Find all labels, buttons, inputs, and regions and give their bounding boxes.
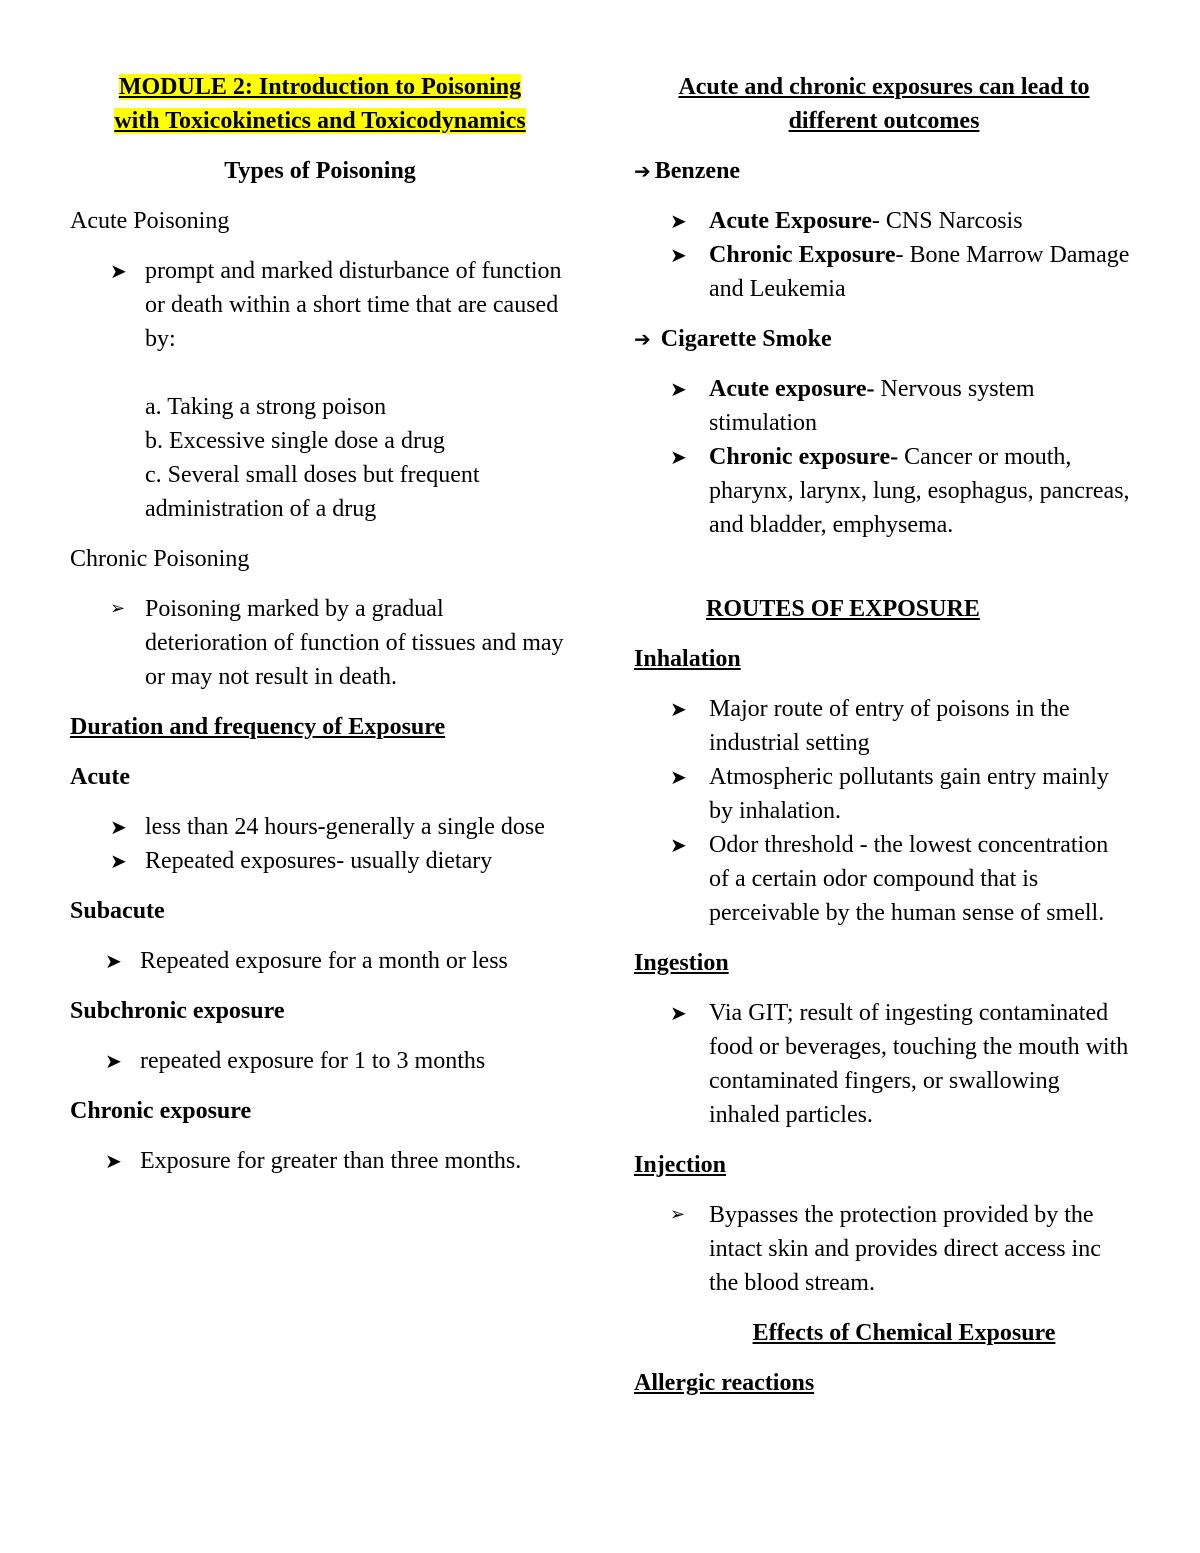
exposure-label: Acute Exposure	[709, 208, 872, 234]
module-title-line-2: with Toxicokinetics and Toxicodynamics	[114, 108, 526, 134]
inhalation-item: Atmospheric pollutants gain entry mainly by inhalation.	[709, 764, 1109, 824]
list-item	[634, 828, 1134, 930]
types-heading: Types of Poisoning	[224, 158, 416, 184]
list-item: b. Excessive single dose a drug	[145, 428, 445, 454]
cigarette-heading	[634, 322, 1134, 356]
inhalation-heading: Inhalation	[634, 646, 741, 672]
acute-list	[70, 810, 570, 878]
bullet-arrow-icon: ➤	[670, 243, 687, 267]
list-item	[634, 238, 1134, 306]
inhalation-list	[634, 692, 1134, 930]
outcomes-heading-line-2: different outcomes	[788, 108, 980, 134]
list-item	[70, 1144, 570, 1178]
bullet-arrow-icon: ➤	[105, 949, 122, 973]
exposure-label: Chronic exposure-	[709, 444, 899, 470]
allergic-heading: Allergic reactions	[634, 1370, 815, 1396]
injection-item: Bypasses the protection provided by the intact skin and provides direct access inc the blood stream.	[709, 1202, 1101, 1296]
subacute-list	[70, 944, 570, 978]
bullet-arrow-icon: ➤	[110, 815, 127, 839]
list-item	[70, 1044, 570, 1078]
duration-heading: Duration and frequency of Exposure	[70, 714, 446, 740]
acute-poisoning-list	[70, 254, 570, 526]
blank-line	[70, 356, 570, 390]
subchronic-label: Subchronic exposure	[70, 998, 285, 1024]
ingestion-heading: Ingestion	[634, 950, 729, 976]
list-item: a. Taking a strong poison	[145, 394, 387, 420]
bullet-arrow-icon: ➤	[670, 209, 687, 233]
inhalation-item: Odor threshold - the lowest concentration of a certain odor compound that is perceivable by the human sense of smell.	[709, 832, 1109, 926]
list-item	[634, 372, 1134, 440]
list-item	[634, 1198, 1134, 1300]
bullet-arrow-icon: ➢	[670, 1204, 686, 1225]
arrow-right-icon: ➔	[634, 327, 651, 351]
bullet-arrow-icon: ➤	[110, 259, 127, 283]
list-item	[70, 592, 570, 694]
bullet-arrow-icon: ➤	[105, 1149, 122, 1173]
subchronic-item: repeated exposure for 1 to 3 months	[140, 1048, 486, 1074]
list-item	[70, 944, 570, 978]
module-title-line-1: MODULE 2: Introduction to Poisoning	[118, 74, 522, 100]
exposure-text: - Bone Marrow Damage and Leukemia	[709, 242, 1130, 302]
acute-poisoning-label: Acute Poisoning	[70, 208, 230, 234]
acute-desc: prompt and marked disturbance of function or death within a short time that are caused by:	[145, 258, 562, 352]
list-item: c. Several small doses but frequent administration of a drug	[145, 462, 480, 522]
list-item	[634, 692, 1134, 760]
inhalation-item: Major route of entry of poisons in the industrial setting	[709, 696, 1070, 756]
chronic-desc: Poisoning marked by a gradual deterioration of function of tissues and may or may not result in death.	[145, 596, 564, 690]
chronic-label: Chronic exposure	[70, 1098, 252, 1124]
effects-heading: Effects of Chemical Exposure	[752, 1320, 1056, 1346]
chronic-poisoning-list	[70, 592, 570, 694]
list-item	[70, 844, 570, 878]
exposure-text: Cancer or mouth, pharynx, larynx, lung, esophagus, pancreas, and bladder, emphysema.	[709, 444, 1130, 538]
exposure-label: Chronic Exposure	[709, 242, 896, 268]
cigarette-list	[634, 372, 1134, 542]
benzene-heading	[634, 154, 1134, 188]
bullet-arrow-icon: ➢	[110, 598, 126, 619]
subacute-item: Repeated exposure for a month or less	[140, 948, 508, 974]
acute-label: Acute	[70, 764, 130, 790]
cigarette-label: Cigarette Smoke	[660, 326, 832, 352]
outcomes-heading	[634, 70, 1134, 138]
exposure-label: Acute exposure-	[709, 376, 875, 402]
bullet-arrow-icon: ➤	[670, 833, 687, 857]
arrow-right-icon: ➔	[634, 159, 651, 183]
subacute-label: Subacute	[70, 898, 165, 924]
bullet-arrow-icon: ➤	[110, 849, 127, 873]
module-title	[70, 70, 570, 138]
list-item	[70, 254, 570, 356]
acute-item: less than 24 hours-generally a single dose	[145, 814, 545, 840]
exposure-text: - CNS Narcosis	[871, 208, 1023, 234]
bullet-arrow-icon: ➤	[670, 765, 687, 789]
bullet-arrow-icon: ➤	[670, 445, 687, 469]
bullet-arrow-icon: ➤	[670, 697, 687, 721]
chronic-list	[70, 1144, 570, 1178]
outcomes-heading-line-1: Acute and chronic exposures can lead to	[678, 74, 1090, 100]
bullet-arrow-icon: ➤	[670, 377, 687, 401]
left-column	[70, 70, 570, 1194]
exposure-text: Nervous system stimulation	[709, 376, 1035, 436]
right-column	[634, 70, 1134, 1400]
bullet-arrow-icon: ➤	[670, 1001, 687, 1025]
list-item	[634, 760, 1134, 828]
acute-item: Repeated exposures- usually dietary	[145, 848, 493, 874]
bullet-arrow-icon: ➤	[105, 1049, 122, 1073]
list-item	[70, 810, 570, 844]
injection-list	[634, 1198, 1134, 1300]
benzene-list	[634, 204, 1134, 306]
ingestion-list	[634, 996, 1134, 1132]
routes-heading: ROUTES OF EXPOSURE	[706, 596, 980, 622]
list-item	[634, 204, 1134, 238]
chronic-item: Exposure for greater than three months.	[140, 1148, 522, 1174]
subchronic-list	[70, 1044, 570, 1078]
list-item	[634, 996, 1134, 1132]
injection-heading: Injection	[634, 1152, 726, 1178]
chronic-poisoning-label: Chronic Poisoning	[70, 546, 250, 572]
ingestion-item: Via GIT; result of ingesting contaminated food or beverages, touching the mouth with contaminated fingers, or swallowing inhaled particles.	[709, 1000, 1129, 1128]
benzene-label: Benzene	[654, 158, 741, 184]
list-item	[634, 440, 1134, 542]
